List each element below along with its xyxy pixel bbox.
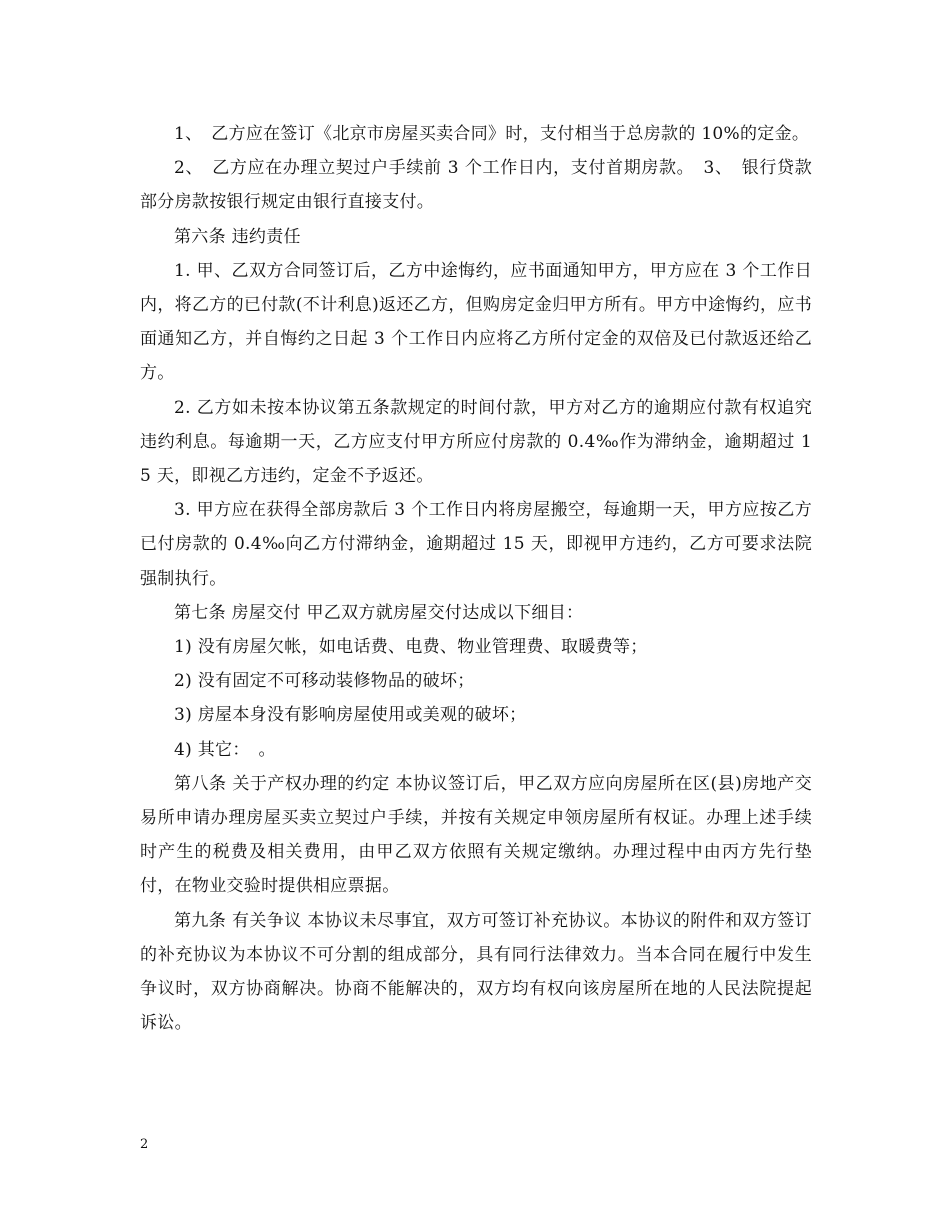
article-7-item-4: 4) 其它： 。 bbox=[174, 739, 276, 760]
article-7-heading: 第七条 房屋交付 甲乙双方就房屋交付达成以下细目： bbox=[174, 602, 584, 623]
article-7-item-2: 2) 没有固定不可移动装修物品的破坏； bbox=[174, 671, 475, 692]
article-6-item-1: 1. 甲、乙双方合同签订后，乙方中途悔约，应书面通知甲方，甲方应在 3 个工作日内，将乙方的已付款(不计利息)返还乙方，但购房定金归甲方所有。甲方中途悔约，应书面通知乙方，并自悔约之日起 3 个工作日内应将乙方所付定金的双倍及已付款返还给乙方。 bbox=[140, 260, 812, 384]
article-6-item-3: 3. 甲方应在获得全部房款后 3 个工作日内将房屋搬空，每逾期一天，甲方应按乙方已付房款的 0.4‰向乙方付滞纳金，逾期超过 15 天，即视甲方违约，乙方可要求法院强制执行。 bbox=[140, 500, 812, 589]
article-6-item-2: 2. 乙方如未按本协议第五条款规定的时间付款，甲方对乙方的逾期应付款有权追究违约利息。每逾期一天，乙方应支付甲方所应付房款的 0.4‰作为滞纳金，逾期超过 15 天，即视乙方违约，定金不予返还。 bbox=[140, 397, 812, 487]
article-6-heading: 第六条 违约责任 bbox=[174, 226, 301, 247]
article-7-item-1: 1) 没有房屋欠帐，如电话费、电费、物业管理费、取暖费等； bbox=[174, 637, 648, 658]
article-8-paragraph: 第八条 关于产权办理的约定 本协议签订后，甲乙双方应向房屋所在区(县)房地产交易所申请办理房屋买卖立契过户手续，并按有关规定申领房屋所有权证。办理上述手续时产生的税费及相关费用，由甲乙双方依照有关规定缴纳。办理过程中由丙方先行垫付，在物业交验时提供相应票据。 bbox=[140, 773, 812, 897]
contract-body bbox=[140, 117, 812, 1040]
clause-down-payment-and-loan: 2、 乙方应在办理立契过户手续前 3 个工作日内，支付首期房款。 3、 银行贷款部分房款按银行规定由银行直接支付。 bbox=[140, 158, 812, 213]
article-7-item-3: 3) 房屋本身没有影响房屋使用或美观的破坏； bbox=[174, 705, 527, 726]
page-number: 2 bbox=[140, 1137, 149, 1152]
clause-deposit-payment: 1、 乙方应在签订《北京市房屋买卖合同》时，支付相当于总房款的 10%的定金。 bbox=[174, 124, 810, 144]
article-9-paragraph: 第九条 有关争议 本协议未尽事宜，双方可签订补充协议。本协议的附件和双方签订的补充协议为本协议不可分割的组成部分，具有同行法律效力。当本合同在履行中发生争议时，双方协商解决。协商不能解决的，双方均有权向该房屋所在地的人民法院提起诉讼。 bbox=[140, 910, 812, 1034]
